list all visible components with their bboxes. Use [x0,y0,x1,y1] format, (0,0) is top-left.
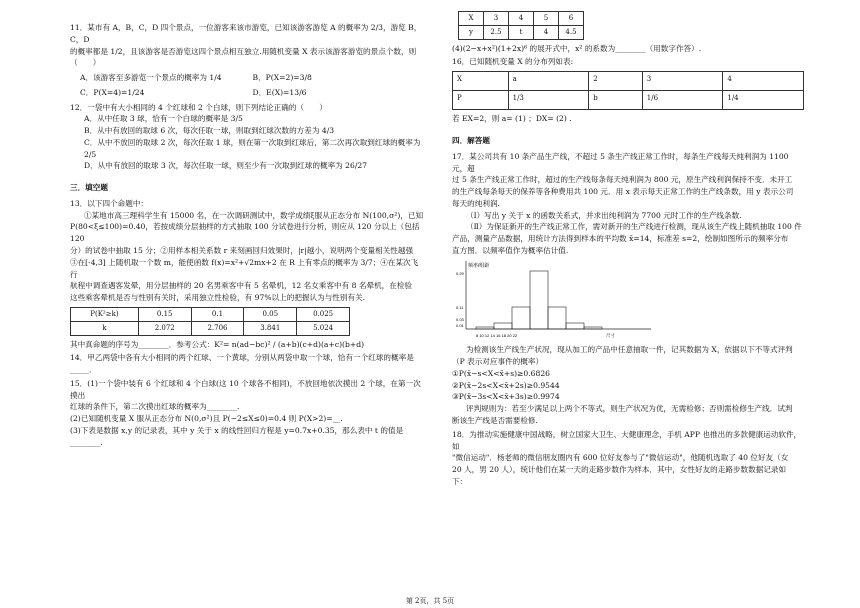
q17-inequality-3: ③P(x̄−3s<X<x̄+3s)≥0.9974 [452,392,560,402]
q12-option-c: C．从中不放回的取球 2 次，每次任取 1 球，则在第一次取到红球后，第二次再次取到红球的概率为 [84,137,421,147]
q18-line3: 20 人，男 20 人），统计他们在某一天的走路步数作为样本．其中，女性好友的走路步数数据记录如 [452,465,787,475]
q17-judge-line1: 为检测该生产线生产状况，现从加工的产品中任意抽取一件，记其数据为 X，依据以下不等式评判 [466,345,793,355]
q13-statement-line3: 分）的试卷中抽取 15 分；②用样本相关系数 r 来刻画回归效果时，|r|越小，说明两个变量相关性越强 [70,246,414,256]
xy-data-table [458,11,584,40]
table-cell: 4 [723,72,804,91]
q15-part1-cont: 红球的条件下，第二次摸出红球的概率为________. [70,402,240,412]
q15-part2: (2)已知随机变量 X 服从正态分布 N(0,σ²)且 P(−2≤X≤0)=0.4 则 P(X>2)=__. [70,414,343,424]
chi-square-table [70,307,350,336]
table-cell: 4 [509,12,534,26]
q12-option-b: B．从中有放回的取球 6 次，每次任取一球，则取到红球次数的方差为 4/3 [84,126,335,136]
q11-stem-line1: 11．某市有 A，B，C，D 四个景点，一位游客来该市游览，已知该游客游览 A 的概率为 2/3，游览 B，C，D [70,23,422,44]
q11-stem-line2: 的概率都是 1/2，且该游客是否游览这四个景点相互独立.用随机变量 X 表示该游客游览的景点个数，则 [70,46,417,56]
q17-part2-line1: （Ⅱ）为保证新开的生产线正常工作，需对新开的生产线进行检测，现从该生产线上随机抽取 100 件 [466,222,802,232]
q17-line1: 17．某公司共有 10 条产品生产线，不超过 5 条生产线正常工作时，每条生产线每天纯利润为 1100 元，超 [452,151,789,173]
table-cell: P [453,91,509,110]
table-cell: 1/3 [508,91,589,110]
q17-part2-line2: 产品，测量产品数据，用统计方法得到样本的平均数 x̄=14，标准差 s=2，绘制如图所示的频率分布 [452,234,789,244]
question-18 [452,429,804,488]
question-14: 14．甲乙两袋中各有大小相同的两个红球、一个黄球，分别从两袋中取一个球，恰有一个红球的概率是_____． [70,353,414,375]
question-15 [70,378,425,449]
q17-line2: 过 5 条生产线正常工作时，超过的生产线每条每天纯利润为 800 元，原生产线利润保持不变．未开工 [452,175,793,185]
q11-stem-line3: （ ） [70,58,101,68]
question-17 [452,151,804,427]
xy-table-y-row [459,25,584,39]
q18-line2: "微信运动"．杨老师的微信朋友圈内有 600 位好友参与了"微信运动"，他随机选取了 40 位好友（女 [452,453,789,463]
table-cell: 0.1 [191,307,244,321]
histogram-bar [476,327,494,329]
histogram-bar [530,271,548,329]
question-11 [70,22,425,99]
table-cell: 4 [534,25,559,39]
right-column [452,8,804,490]
q12-option-d: D．从中有放回的取球 3 次，每次任取一球，则至少有一次取到红球的概率为 26/27 [84,161,368,171]
table-cell: X [453,72,509,91]
q17-line3: 的生产线每条每天的保养等各种费用共 100 元．用 x 表示每天正常工作的生产线条数，用 y 表示公司 [452,187,794,197]
histogram-bar [494,323,512,329]
q13-statement-line2: P(80<ξ≤100)=0.40，若按成绩分层抽样的方式抽取 100 分试卷进行分析，则应从 120 分以上（包括 120 [70,222,420,244]
q12-option-a: A．从中任取 3 球，恰有一个白球的概率是 3/5 [84,114,243,124]
histogram-y-tick: 0.03 [456,316,464,322]
q13-statement-line5: 航程中调查遇客发晕，用分层抽样的 20 名男乘客中有 5 名晕机，12 名女乘客中有 8 名晕机，在检验 [70,281,413,291]
histogram-bar [566,323,584,329]
q12-stem: 12．一袋中有大小相同的 4 个红球和 2 个白球，则下列结论正确的（ ） [70,102,327,112]
q13-statement-line1: ①某地市高三理科学生有 15000 名，在一次调研测试中，数学成绩ξ服从正态分布 N(100,σ²)，已知 [84,210,424,220]
table-cell: b [589,91,643,110]
table-cell: 4.5 [559,25,584,39]
table-cell: 5 [534,12,559,26]
q15-part1: 15．(1)一个袋中装有 6 个红球和 4 个白球(这 10 个球各不相同)，不放回地依次摸出 2 个球，在第一次摸出 [70,378,421,400]
q17-judge-line2: （P 表示对应事件的概率） [452,357,544,367]
q16-tail: 若 EX=2，则 a= (1) ；DX= (2) . [452,114,572,124]
q13-statement-line6: 这些乘客晕机是否与性别有关时，采用独立性检验，有 97%以上的把握认为与性别有关. [70,293,366,303]
q11-option-c: C．P(X=4)=1/24 [80,87,145,97]
q11-option-b: B．P(X=2)=3/8 [252,73,312,83]
q15-part4: (4)(2−x+x²)(1+2x)⁶ 的展开式中，x² 的系数为________（用数字作答）. [452,43,702,53]
q13-statement-line4: ③在[-4,3] 上随机取一个数 m，能使函数 f(x)=x²+√2mx+2 在 R 上有零点的概率为 3/7；④在某次飞行 [70,257,419,279]
chi-square-prob-row [71,307,350,321]
table-cell: 2.706 [191,321,244,335]
table-cell: 6 [559,12,584,26]
q17-inequality-2: ②P(x̄−2s<X<x̄+2s)≥0.9544 [452,380,560,390]
distribution-p-row [453,91,804,110]
table-cell: 3.841 [244,321,297,335]
table-cell: 1/4 [723,91,804,110]
q17-rule-line2: 断该生产线是否需要检修. [452,416,538,425]
histogram-bar [512,307,530,329]
left-column [70,22,425,450]
histogram-x-label: 尺寸 [606,332,615,338]
table-cell: 3 [484,12,509,26]
distribution-table [452,71,804,110]
table-cell: 0.025 [297,307,350,321]
q15-part3-cont: ________. [70,437,103,447]
table-cell: y [459,25,484,39]
xy-table-x-row [459,12,584,26]
q11-option-d: D．E(X)=13/6 [252,87,307,97]
section-answer-heading: 四．解答题 [452,135,490,145]
histogram-y-tick: 0.11 [456,304,464,310]
q18-line4: 下： [452,476,468,486]
table-cell: 3 [642,72,723,91]
table-cell: k [71,321,139,335]
q13-stem: 13．以下四个命题中： [70,198,149,208]
question-13 [70,198,425,350]
table-cell: P(K²≥k) [71,307,139,321]
table-cell: 2.5 [484,25,509,39]
histogram-bar [548,307,566,329]
q17-part1: （Ⅰ）写出 y 关于 x 的函数关系式，并求出纯利润为 7700 元时工作的生产线条数. [466,210,742,220]
q13-tail: 其中真命题的序号为________．参考公式：K²= n(ad−bc)² / (a+b)(c+d)(a+c)(b+d) [70,339,365,349]
histogram-x-ticks: 8 10 12 14 16 18 20 22 [476,332,518,338]
table-cell: t [509,25,534,39]
table-cell: X [459,12,484,26]
chi-square-k-row [71,321,350,335]
table-cell: 2.072 [138,321,191,335]
frequency-histogram [456,259,656,339]
q17-rule-line1: 评判规则为：若至少满足以上两个不等式，则生产状况为优，无需检修；否则需检修生产线．试判 [466,404,793,414]
page-footer: 第 2页，共 5页 [405,597,455,605]
q12-option-c-value: 2/5 [84,149,97,159]
histogram-y-tick: 0.01 [456,322,464,328]
table-cell: 0.15 [138,307,191,321]
table-cell: 1/6 [642,91,723,110]
histogram-y-tick: 0.29 [456,270,464,276]
q18-line1: 18．为推动实施健康中国战略，树立国家大卫生、大健康理念，手机 APP 也推出的多款健康运动软件，如 [452,429,802,451]
q17-inequality-1: ①P(x̄−s<X<x̄+s)≥0.6826 [452,368,550,378]
distribution-x-row [453,72,804,91]
q15-part3: (3)下表是数据 x,y 的记录表，其中 y 关于 x 的线性回归方程是 y=0.7x+0.35，那么表中 t 的值是 [70,425,404,435]
q11-options-row2 [80,87,425,99]
question-12 [70,102,425,173]
q17-line4: 每天的纯利润. [452,198,500,208]
table-cell: 5.024 [297,321,350,335]
section-fill-in-heading: 三．填空题 [70,183,108,193]
q11-option-a: A．该游客至多游览一个景点的概率为 1/4 [80,73,222,83]
q16-stem: 16．已知随机变量 X 的分布列如表: [452,57,574,67]
table-cell: 0.05 [244,307,297,321]
histogram-bars [476,271,602,329]
table-cell: 2 [589,72,643,91]
histogram-bar [584,327,602,329]
table-cell: a [508,72,589,91]
q17-part2-line3: 直方图．以频率值作为概率估计值. [452,245,569,255]
q11-options-row1 [80,72,425,84]
question-16 [452,56,804,125]
histogram-y-label: 频率/组距 [468,262,490,269]
